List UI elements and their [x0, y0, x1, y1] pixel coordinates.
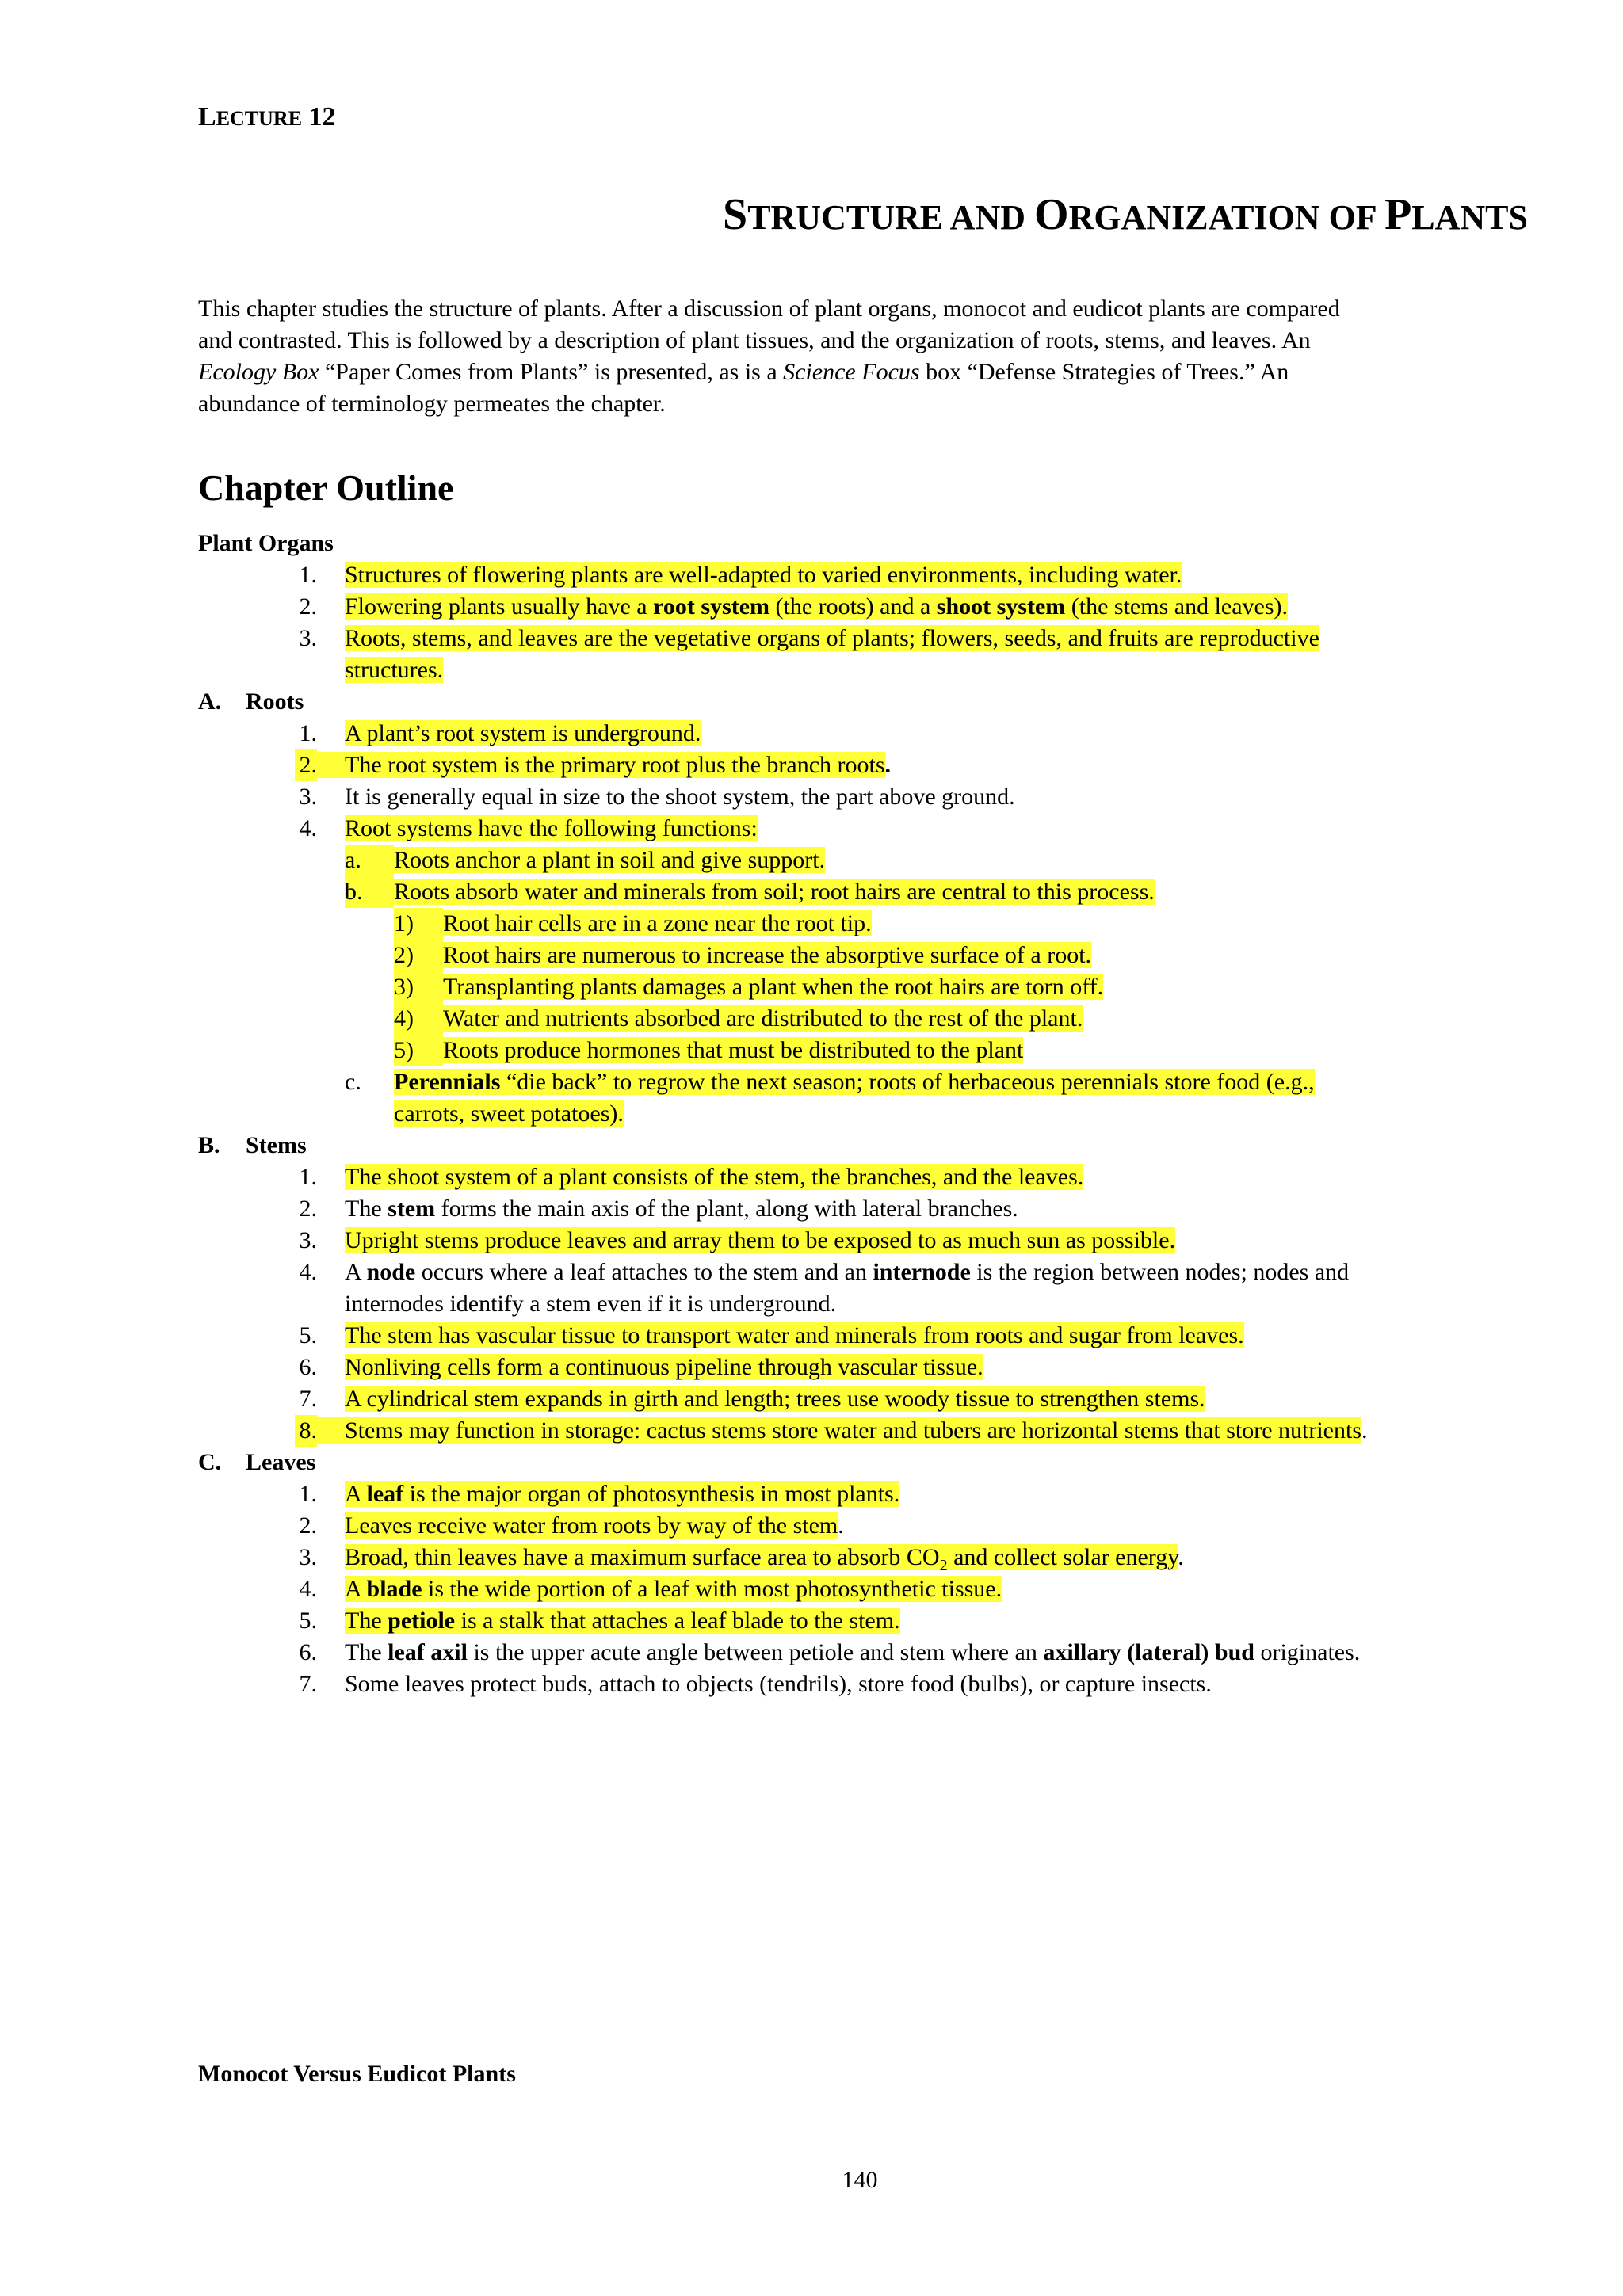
term: axillary (lateral) bud [1043, 1639, 1254, 1665]
item-text [345, 1352, 983, 1383]
highlighted-text: Water and nutrients absorbed are distributed to the rest of the plant. [443, 1005, 1083, 1032]
intro-text: box “Defense Strategies of Trees.” An [919, 359, 1289, 385]
item-number: 7. [299, 1386, 317, 1412]
item-text [345, 1225, 1175, 1257]
highlighted-text: Roots absorb water and minerals from soil; root hairs are central to this process. [394, 879, 1155, 905]
text-run: Flowering plants usually have a [345, 593, 654, 620]
text-run: is the major organ of photosynthesis in most plants. [403, 1481, 900, 1507]
highlighted-text: Root hairs are numerous to increase the absorptive surface of a root. [443, 942, 1092, 968]
text-run: is the upper acute angle between petiole and stem where an [467, 1639, 1044, 1665]
item-number: 5. [299, 1608, 317, 1634]
term: petiole [388, 1608, 456, 1634]
text-run: . [884, 752, 892, 778]
highlighted-text: The shoot system of a plant consists of the stem, the branches, and the leaves. [345, 1164, 1084, 1190]
highlighted-text: Stems may function in storage: cactus stems store water and tubers are horizontal stems that store nutrients [317, 1417, 1361, 1444]
item-number: 1) [394, 908, 443, 940]
item-number: 3) [394, 971, 443, 1003]
item-text [345, 623, 1319, 654]
item-number: 3. [299, 1227, 317, 1253]
lecture-label [198, 101, 336, 135]
text-run: A [345, 1576, 367, 1602]
section-heading: Leaves [246, 1449, 316, 1475]
text-run: is the wide portion of a leaf with most photosynthetic tissue. [422, 1576, 1002, 1602]
term: node [366, 1259, 416, 1285]
item-text [443, 1003, 1083, 1035]
section-letter: A. [198, 688, 222, 715]
section-heading: Roots [246, 688, 304, 715]
item-number: 2. [299, 1512, 317, 1539]
term: shoot system [936, 593, 1066, 620]
item-text [345, 1383, 1205, 1415]
item-number: 1. [299, 562, 317, 588]
item-text [345, 813, 758, 845]
highlighted-text [345, 1576, 1002, 1602]
item-text [345, 1161, 1083, 1193]
item-text [317, 749, 891, 781]
intro-paragraph [198, 293, 1537, 420]
item-number: 2) [394, 940, 443, 971]
item-number: 8. [295, 1415, 317, 1447]
title-cap: S [723, 190, 748, 239]
intro-line: and contrasted. This is followed by a description of plant tissues, and the organization of roots, stems, and leaves. An [198, 327, 1311, 353]
text-run: is a stalk that attaches a leaf blade to the stem. [455, 1608, 900, 1634]
text-run: occurs where a leaf attaches to the stem and an [415, 1259, 873, 1285]
term: blade [366, 1576, 422, 1602]
term: internode [873, 1259, 971, 1285]
item-text [345, 1573, 1002, 1605]
item-number: 1. [299, 1481, 317, 1507]
text-run: “die back” to regrow the next season; roots of herbaceous perennials store food (e.g., [500, 1069, 1315, 1095]
text-run: is the region between nodes; nodes and [970, 1259, 1350, 1285]
item-text [345, 559, 1182, 591]
intro-line: abundance of terminology permeates the chapter. [198, 391, 666, 417]
text-run: The [345, 1608, 388, 1634]
text-run: The [345, 1639, 388, 1665]
text-run: . [838, 1512, 844, 1539]
item-number: 2. [299, 1196, 317, 1222]
highlighted-text: carrots, sweet potatoes). [394, 1100, 624, 1127]
text-run: A [345, 1481, 367, 1507]
item-text [345, 1542, 1184, 1573]
text-run: originates. [1254, 1639, 1361, 1665]
highlighted-text: Structures of flowering plants are well-adapted to varied environments, including water. [345, 562, 1182, 588]
item-text [394, 1066, 1315, 1098]
item-text [394, 845, 825, 876]
item-letter: a. [345, 845, 394, 876]
item-number: 6. [299, 1354, 317, 1380]
section-letter: C. [198, 1449, 222, 1475]
text-run: and collect solar energy [947, 1544, 1178, 1570]
highlighted-text: Upright stems produce leaves and array them to be exposed to as much sun as possible. [345, 1227, 1176, 1253]
chapter-outline-heading: Chapter Outline [198, 467, 454, 508]
highlighted-text: Roots, stems, and leaves are the vegetative organs of plants; flowers, seeds, and fruits are reproductive [345, 625, 1319, 651]
text-run: Broad, thin leaves have a maximum surface area to absorb CO [345, 1544, 940, 1570]
page-number: 140 [842, 2167, 878, 2193]
item-number: 4. [299, 1576, 317, 1602]
text-run: (the roots) and a [769, 593, 937, 620]
item-text [345, 1605, 900, 1637]
highlighted-text: Root systems have the following functions: [345, 815, 758, 841]
highlighted-text: The stem has vascular tissue to transport water and minerals from roots and sugar from leaves. [345, 1322, 1244, 1348]
text-run: A [345, 1259, 367, 1285]
text-run: The [345, 1196, 388, 1222]
title-cap: O [1034, 190, 1069, 239]
item-text [345, 1257, 1349, 1288]
ecology-box-ref: Ecology Box [198, 359, 319, 385]
section-heading: Stems [246, 1132, 307, 1158]
item-text [345, 1478, 899, 1510]
item-text [345, 1320, 1244, 1352]
highlighted-text: Roots produce hormones that must be distributed to the plant [443, 1037, 1024, 1063]
item-number: 7. [299, 1671, 317, 1697]
term: root system [653, 593, 770, 620]
item-number: 2. [295, 749, 317, 781]
text-run: . [1361, 1417, 1368, 1444]
title-cap: P [1384, 190, 1412, 239]
item-text: Some leaves protect buds, attach to objects (tendrils), store food (bulbs), or capture insects. [345, 1671, 1212, 1697]
term: leaf axil [388, 1639, 468, 1665]
item-number: 5) [394, 1035, 443, 1066]
document-title [723, 189, 1528, 244]
item-text: It is generally equal in size to the shoot system, the part above ground. [345, 784, 1015, 810]
intro-text: “Paper Comes from Plants” is presented, as is a [319, 359, 784, 385]
item-number: 2. [299, 593, 317, 620]
item-text [345, 1510, 844, 1542]
item-letter: b. [345, 876, 394, 908]
item-number: 6. [299, 1639, 317, 1665]
highlighted-text: Leaves receive water from roots by way of the stem [345, 1512, 838, 1539]
highlighted-text: Nonliving cells form a continuous pipeline through vascular tissue. [345, 1354, 983, 1380]
item-number: 3. [299, 625, 317, 651]
intro-line: This chapter studies the structure of plants. After a discussion of plant organs, monocot and eudicot plants are compared [198, 296, 1340, 322]
term: Perennials [394, 1069, 501, 1095]
highlighted-text: A plant’s root system is underground. [345, 720, 701, 746]
item-text [345, 718, 701, 749]
item-text [443, 940, 1091, 971]
subscript: 2 [939, 1557, 948, 1574]
monocot-eudicot-heading: Monocot Versus Eudicot Plants [198, 2061, 516, 2087]
text-run: (the stems and leaves). [1065, 593, 1289, 620]
highlighted-text: structures. [345, 657, 444, 683]
science-focus-ref: Science Focus [783, 359, 920, 385]
highlighted-text: Root hair cells are in a zone near the root tip. [443, 910, 872, 936]
item-text [345, 1637, 1360, 1669]
item-text [345, 654, 443, 686]
item-text [345, 1193, 1018, 1225]
item-number: 5. [299, 1322, 317, 1348]
text-run: forms the main axis of the plant, along with lateral branches. [435, 1196, 1018, 1222]
section-heading: Plant Organs [198, 530, 334, 556]
item-text [345, 591, 1288, 623]
lecture-number: 12 [308, 102, 336, 132]
highlighted-text [345, 1608, 900, 1634]
item-text [443, 971, 1103, 1003]
lecture-word: ECTURE [216, 107, 303, 130]
item-number: 4) [394, 1003, 443, 1035]
item-number: 4. [299, 815, 317, 841]
item-number: 1. [299, 720, 317, 746]
term: leaf [366, 1481, 404, 1507]
highlighted-text [394, 1069, 1315, 1095]
item-text [443, 1035, 1023, 1066]
intro-line [198, 357, 1537, 388]
item-number: 1. [299, 1164, 317, 1190]
item-number: 3. [299, 784, 317, 810]
item-letter: c. [345, 1069, 361, 1095]
item-text [394, 1098, 624, 1130]
highlighted-text [345, 1544, 1178, 1574]
highlighted-text: Roots anchor a plant in soil and give support. [394, 847, 826, 873]
section-letter: B. [198, 1132, 220, 1158]
title-word: TRUCTURE AND [747, 198, 1035, 237]
item-number: 3. [299, 1544, 317, 1570]
item-text: internodes identify a stem even if it is underground. [345, 1291, 837, 1317]
item-text [443, 908, 872, 940]
highlighted-text: The root system is the primary root plus the branch roots [317, 752, 885, 778]
lecture-initial: L [198, 102, 216, 132]
highlighted-text [345, 593, 1288, 620]
title-word: RGANIZATION OF [1068, 198, 1385, 237]
item-text [317, 1415, 1368, 1447]
text-run: . [1178, 1544, 1184, 1570]
item-number: 4. [299, 1259, 317, 1285]
item-text [394, 876, 1155, 908]
highlighted-text: A cylindrical stem expands in girth and length; trees use woody tissue to strengthen stems. [345, 1386, 1205, 1412]
title-word: LANTS [1411, 198, 1528, 237]
term: stem [388, 1196, 436, 1222]
highlighted-text [345, 1481, 899, 1507]
highlighted-text: Transplanting plants damages a plant when the root hairs are torn off. [443, 974, 1104, 1000]
